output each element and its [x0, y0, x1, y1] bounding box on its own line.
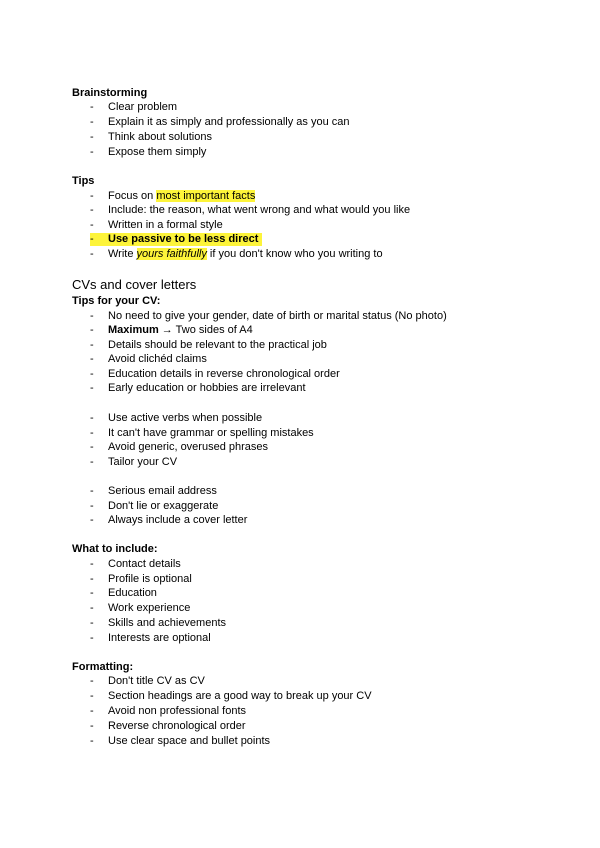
- list-item: [90, 514, 247, 527]
- bullet-dash: -: [90, 233, 94, 245]
- bullet-dash: -: [90, 427, 94, 439]
- list-item-text: Avoid clichéd claims: [108, 353, 207, 365]
- bullet-dash: -: [90, 500, 94, 512]
- list-item: [90, 190, 255, 203]
- cvs-title: CVs and cover letters: [72, 277, 197, 292]
- list-item-text: Early education or hobbies are irrelevant: [108, 382, 306, 394]
- text-suffix: → Two sides of A4: [158, 324, 253, 336]
- list-item-text: Education: [108, 587, 157, 599]
- list-item: [90, 339, 327, 352]
- list-item: [90, 675, 205, 688]
- list-item: [90, 632, 211, 645]
- bullet-dash: -: [90, 558, 94, 570]
- bullet-dash: -: [90, 116, 94, 128]
- list-item-text: Clear problem: [108, 101, 178, 113]
- list-item: [90, 146, 206, 159]
- list-item: [90, 116, 350, 129]
- list-item-text: Tailor your CV: [108, 456, 178, 468]
- bullet-dash: -: [90, 514, 94, 526]
- list-item-text: Don't title CV as CV: [108, 675, 205, 687]
- list-item-text: Details should be relevant to the practical job: [108, 339, 327, 351]
- bullet-dash: -: [90, 632, 94, 644]
- bullet-dash: -: [90, 382, 94, 394]
- brainstorming-heading: Brainstorming: [72, 87, 148, 99]
- list-item-text: Written in a formal style: [108, 219, 223, 231]
- include-heading: What to include:: [72, 543, 158, 555]
- list-item: [90, 310, 447, 323]
- list-item-text: Don't lie or exaggerate: [108, 500, 219, 512]
- bullet-dash: -: [90, 204, 94, 216]
- list-item: [90, 602, 190, 615]
- list-item-text: No need to give your gender, date of birth or marital status (No photo): [108, 310, 447, 322]
- list-item-text: Profile is optional: [108, 573, 192, 585]
- list-item-text: Use clear space and bullet points: [108, 735, 271, 747]
- bullet-dash: -: [90, 705, 94, 717]
- list-item: [90, 204, 410, 217]
- bullet-dash: -: [90, 101, 94, 113]
- list-item-text: Work experience: [108, 602, 191, 614]
- list-item: [90, 617, 226, 630]
- bullet-dash: -: [90, 441, 94, 453]
- list-item: [90, 324, 253, 337]
- list-item-text: Section headings are a good way to break up your CV: [108, 690, 372, 702]
- list-item-text: Use active verbs when possible: [108, 412, 263, 424]
- list-item-text: Use passive to be less direct: [108, 233, 259, 245]
- list-item: [90, 573, 192, 586]
- bullet-dash: -: [90, 573, 94, 585]
- list-item-text: Expose them simply: [108, 146, 207, 158]
- list-item-text: Always include a cover letter: [108, 514, 248, 526]
- list-item-text: [108, 248, 383, 261]
- list-item: [90, 735, 270, 748]
- bullet-dash: -: [90, 131, 94, 143]
- formatting-heading: Formatting:: [72, 661, 134, 673]
- list-item-text: Include: the reason, what went wrong and what would you like: [108, 204, 411, 216]
- bullet-dash: -: [90, 310, 94, 322]
- bullet-dash: -: [90, 690, 94, 702]
- list-item: [90, 101, 177, 114]
- text-prefix: Write: [108, 248, 137, 260]
- list-item: [90, 558, 181, 571]
- list-item-text: Think about solutions: [108, 131, 212, 143]
- list-item-text: Serious email address: [108, 485, 217, 497]
- list-item: [90, 587, 157, 600]
- bullet-dash: -: [90, 353, 94, 365]
- bullet-dash: -: [90, 248, 94, 260]
- text-prefix: Focus on: [108, 190, 157, 202]
- bullet-dash: -: [90, 412, 94, 424]
- bullet-dash: -: [90, 675, 94, 687]
- list-item-highlighted: [90, 233, 262, 246]
- bold-text: Maximum: [108, 324, 159, 336]
- list-item: [90, 705, 246, 718]
- list-item-text: Avoid generic, overused phrases: [108, 441, 269, 453]
- bullet-dash: -: [90, 587, 94, 599]
- bullet-dash: -: [90, 339, 94, 351]
- list-item-text: Interests are optional: [108, 632, 211, 644]
- list-item-text: It can't have grammar or spelling mistakes: [108, 427, 314, 439]
- highlighted-text: most important facts: [156, 190, 256, 202]
- list-item: [90, 485, 217, 498]
- cv-tips-heading: Tips for your CV:: [72, 295, 161, 307]
- list-item-text: Contact details: [108, 558, 181, 570]
- list-item-text: Skills and achievements: [108, 617, 227, 629]
- text-suffix: if you don't know who you writing to: [206, 248, 383, 260]
- list-item: [90, 248, 383, 261]
- list-item-text: Avoid non professional fonts: [108, 705, 246, 717]
- list-item: [90, 382, 306, 395]
- list-item: [90, 368, 340, 381]
- list-item: [90, 131, 212, 144]
- bullet-dash: -: [90, 146, 94, 158]
- list-item-text: Education details in reverse chronological order: [108, 368, 340, 380]
- list-item: [90, 427, 314, 440]
- bullet-dash: -: [90, 485, 94, 497]
- list-item: [90, 456, 177, 469]
- bullet-dash: -: [90, 456, 94, 468]
- list-item-text: Explain it as simply and professionally as you can: [108, 116, 350, 128]
- bullet-dash: -: [90, 617, 94, 629]
- highlighted-text: yours faithfully: [136, 248, 207, 260]
- list-item: [90, 353, 207, 366]
- tips-heading: Tips: [72, 175, 95, 187]
- bullet-dash: -: [90, 602, 94, 614]
- bullet-dash: -: [90, 735, 94, 747]
- list-item: [90, 441, 268, 454]
- bullet-dash: -: [90, 324, 94, 336]
- bullet-dash: -: [90, 368, 94, 380]
- list-item: [90, 500, 218, 513]
- bullet-dash: -: [90, 720, 94, 732]
- list-item: [90, 720, 246, 733]
- bullet-dash: -: [90, 219, 94, 231]
- bullet-dash: -: [90, 190, 94, 202]
- list-item: [90, 219, 223, 232]
- list-item-text: [108, 324, 253, 337]
- list-item-text: Reverse chronological order: [108, 720, 246, 732]
- list-item: [90, 412, 262, 425]
- list-item-text: [108, 190, 255, 203]
- list-item: [90, 690, 372, 703]
